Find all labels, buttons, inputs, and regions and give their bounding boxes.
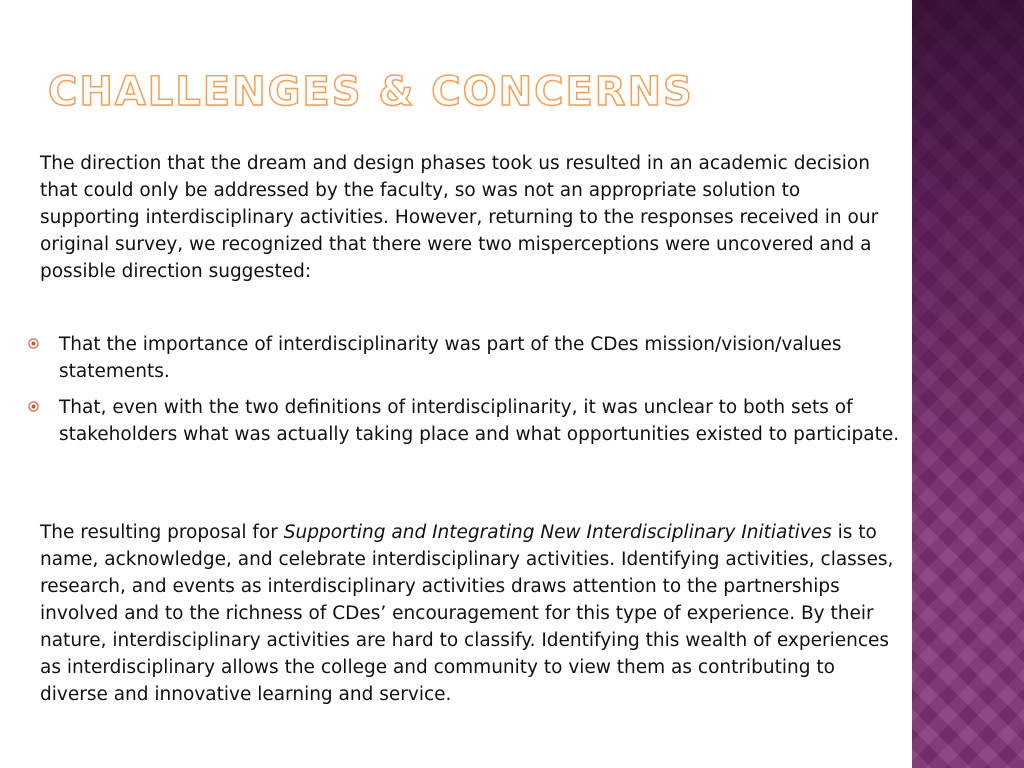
decorative-side-panel xyxy=(912,0,1024,768)
intro-paragraph: The direction that the dream and design phases took us resulted in an academic decision that could only be addressed by the faculty, so was not an appropriate solution to supporting interdisciplinary activities. However, returning to the responses received in our original survey, we recognized that there were two misperceptions were uncovered and a possible direction suggested: xyxy=(40,153,879,282)
bullet-text: That, even with the two definitions of interdisciplinarity, it was unclear to both sets of stakeholders what was actually taking place and what opportunities existed to participate. xyxy=(59,397,900,445)
bullet-text: That the importance of interdisciplinarity was part of the CDes mission/vision/values statements. xyxy=(59,334,842,382)
bullet-item xyxy=(0,331,900,385)
bullet-list xyxy=(0,331,900,457)
proposal-title-emphasis: Supporting and Integrating New Interdisciplinary Initiatives xyxy=(283,522,832,543)
bullet-item xyxy=(0,394,900,448)
closing-suffix: is to name, acknowledge, and celebrate interdisciplinary activities. Identifying activities, classes, research, and events as interdisciplinary activities draws attention to the partnerships involved and to the richness of CDes’ encouragement for this type of experience. By their nature, interdisciplinary activities are hard to classify. Identifying this wealth of experiences as interdisciplinary allows the college and community to view them as contributing to diverse and innovative learning and service. xyxy=(40,522,894,705)
closing-paragraph xyxy=(40,519,900,708)
closing-prefix: The resulting proposal for xyxy=(40,522,284,543)
circle-dot-icon xyxy=(28,338,39,349)
circle-dot-icon xyxy=(28,401,39,412)
slide-title: CHALLENGES & CONCERNS xyxy=(48,69,694,115)
